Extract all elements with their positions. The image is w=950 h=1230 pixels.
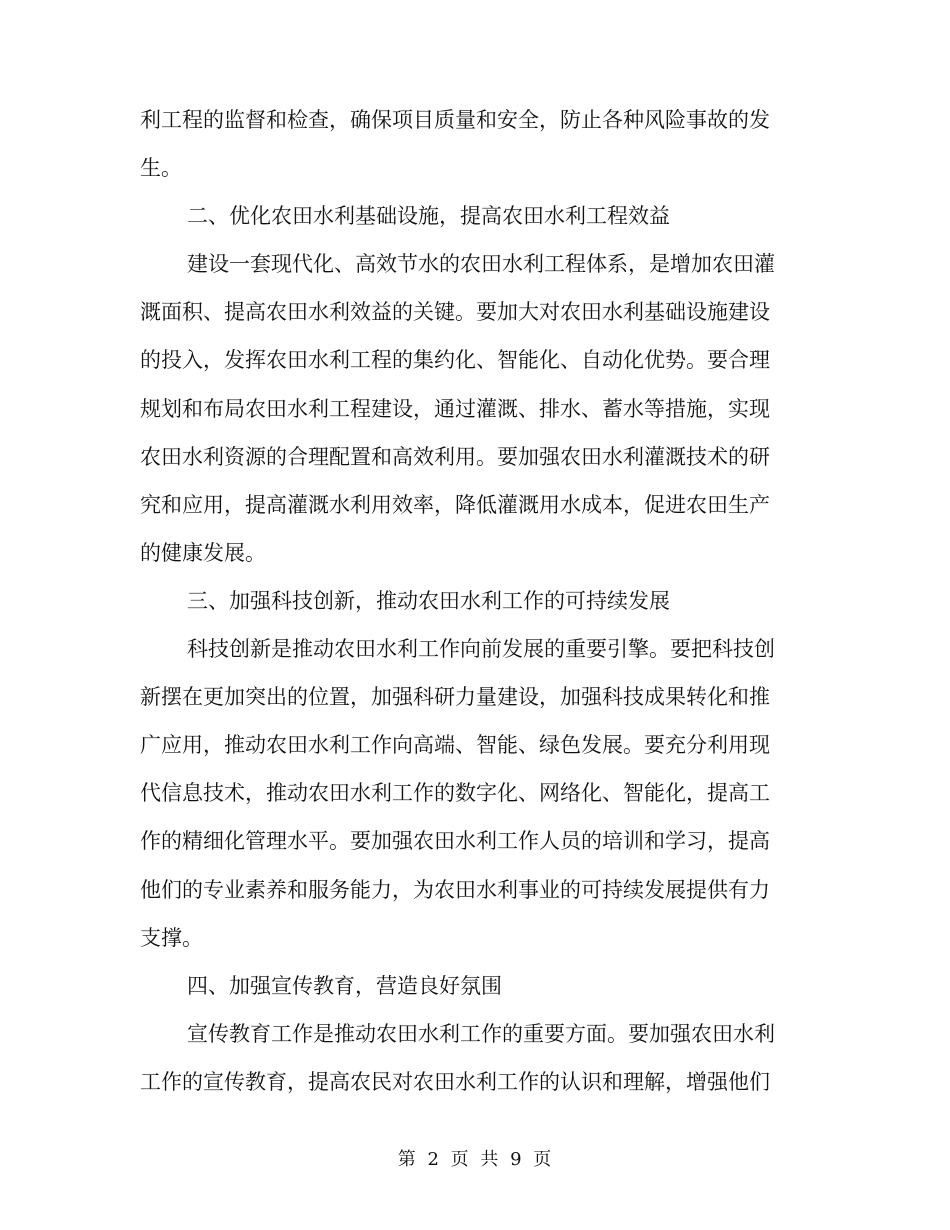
- text-line: 他们的专业素养和服务能力，为农田水利事业的可持续发展提供有力: [140, 877, 770, 902]
- text-line: 规划和布局农田水利工程建设，通过灌溉、排水、蓄水等措施，实现: [140, 396, 770, 421]
- text-line: 广应用，推动农田水利工作向高端、智能、绿色发展。要充分利用现: [140, 733, 770, 758]
- text-line: 的健康发展。: [140, 540, 266, 565]
- text-line: 利工程的监督和检查，确保项目质量和安全，防止各种风险事故的发: [140, 108, 770, 132]
- text-line: 农田水利资源的合理配置和高效利用。要加强农田水利灌溉技术的研: [140, 444, 770, 469]
- text-line: 代信息技术，推动农田水利工作的数字化、网络化、智能化，提高工: [140, 781, 770, 806]
- section-heading: 二、优化农田水利基础设施，提高农田水利工程效益: [187, 204, 670, 229]
- text-line: 支撑。: [140, 925, 203, 950]
- text-line: 科技创新是推动农田水利工作向前发展的重要引擎。要把科技创: [187, 637, 775, 662]
- document-body: [140, 96, 800, 1106]
- text-line: 的投入，发挥农田水利工程的集约化、智能化、自动化优势。要合理: [140, 348, 770, 373]
- text-line: 作的精细化管理水平。要加强农田水利工作人员的培训和学习，提高: [140, 829, 770, 854]
- text-line: 溉面积、提高农田水利效益的关键。要加大对农田水利基础设施建设: [140, 300, 770, 325]
- text-line: 新摆在更加突出的位置，加强科研力量建设，加强科技成果转化和推: [140, 685, 770, 710]
- text-line: 建设一套现代化、高效节水的农田水利工程体系，是增加农田灌: [187, 252, 775, 277]
- section-heading: 四、加强宣传教育，营造良好氛围: [187, 973, 502, 998]
- section-heading: 三、加强科技创新，推动农田水利工作的可持续发展: [187, 588, 670, 613]
- page-number-footer: 第 2 页 共 9 页: [397, 1149, 553, 1170]
- text-line: 工作的宣传教育，提高农民对农田水利工作的认识和理解，增强他们: [140, 1069, 770, 1094]
- text-line: 生。: [140, 156, 182, 181]
- text-line: 宣传教育工作是推动农田水利工作的重要方面。要加强农田水利: [187, 1021, 775, 1046]
- text-line: 究和应用，提高灌溉水利用效率，降低灌溉用水成本，促进农田生产: [140, 492, 770, 517]
